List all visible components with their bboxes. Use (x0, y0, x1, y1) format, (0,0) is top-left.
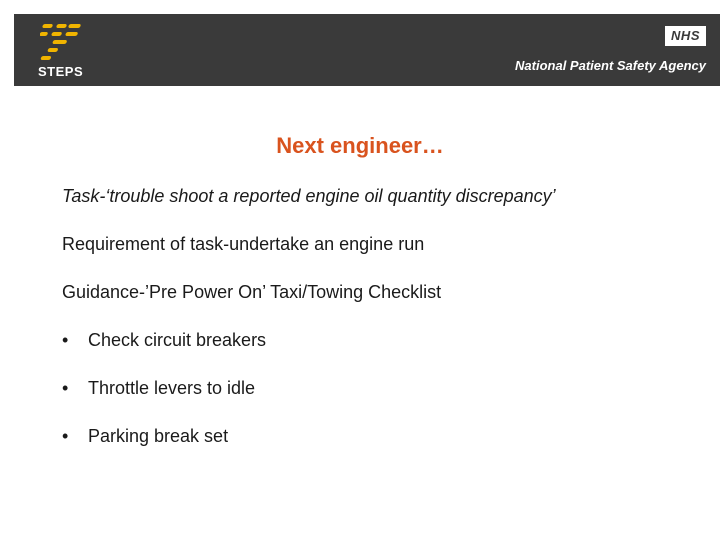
guidance-line: Guidance-’Pre Power On’ Taxi/Towing Checklist (62, 282, 442, 302)
bullet-icon: • (62, 330, 69, 350)
slide-title: Next engineer… (276, 133, 444, 158)
agency-name: National Patient Safety Agency (515, 58, 706, 73)
bullet-text: Check circuit breakers (88, 330, 267, 350)
bullet-icon: • (62, 378, 69, 398)
bullet-text: Throttle levers to idle (88, 378, 256, 398)
requirement-line: Requirement of task-undertake an engine run (62, 234, 425, 254)
bullet-icon: • (62, 426, 69, 446)
task-line: Task-‘trouble shoot a reported engine oil quantity discrepancy’ (62, 186, 556, 206)
header-banner (14, 14, 720, 86)
bullet-text: Parking break set (88, 426, 229, 446)
steps-logo-text: STEPS (38, 64, 84, 79)
nhs-logo-badge: NHS (665, 26, 706, 46)
steps-logo (36, 20, 88, 82)
steps-logo-icon (40, 22, 84, 62)
